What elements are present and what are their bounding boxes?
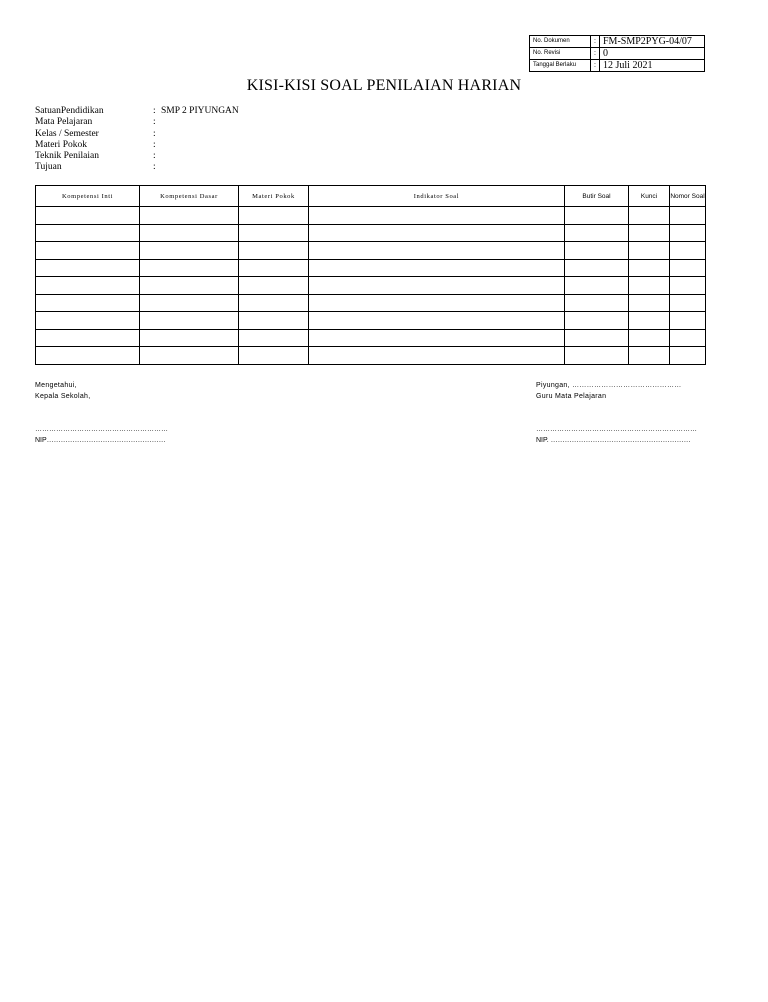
field-value: [161, 140, 361, 151]
table-cell: [565, 224, 629, 242]
table-cell: [565, 347, 629, 365]
signature-block-teacher: [536, 380, 697, 446]
table-cell: [239, 347, 309, 365]
table-row: [36, 242, 706, 260]
table-cell: [309, 277, 565, 295]
table-row: [36, 329, 706, 347]
table-cell: [629, 259, 670, 277]
field-label: Materi Pokok: [35, 139, 87, 150]
table-cell: [309, 312, 565, 330]
column-header-question-number: Nomor Soal: [670, 186, 706, 207]
teacher-nip-line: NIP. ……………………………………………………: [536, 437, 691, 444]
field-label: SatuanPendidikan: [35, 106, 104, 116]
signature-space: [35, 402, 168, 424]
field-row-assessment-technique: [35, 151, 361, 162]
table-header-row: [36, 186, 706, 207]
table-cell: [670, 207, 706, 225]
table-cell: [670, 242, 706, 260]
field-row-class-semester: [35, 129, 361, 140]
doc-number-label: No. Dokumen: [530, 36, 591, 48]
table-cell: [140, 312, 239, 330]
table-row: [36, 294, 706, 312]
document-info-table: [529, 35, 705, 72]
table-cell: [565, 294, 629, 312]
table-cell: [629, 329, 670, 347]
table-cell: [36, 277, 140, 295]
table-cell: [239, 224, 309, 242]
field-row-main-material: [35, 140, 361, 151]
field-value: [161, 162, 361, 173]
revision-value: 0: [600, 48, 705, 60]
table-cell: [36, 242, 140, 260]
table-cell: [309, 224, 565, 242]
table-cell: [36, 294, 140, 312]
question-grid-table: [35, 185, 706, 365]
revision-colon: :: [591, 48, 600, 60]
field-colon: :: [153, 117, 156, 128]
field-value: [161, 129, 361, 140]
table-cell: [140, 242, 239, 260]
doc-number-colon: :: [591, 36, 600, 48]
identity-fields: [35, 106, 361, 174]
table-cell: [629, 312, 670, 330]
column-header-main-material: Materi Pokok: [239, 186, 309, 207]
table-cell: [565, 207, 629, 225]
table-cell: [36, 329, 140, 347]
table-cell: [36, 224, 140, 242]
table-cell: [670, 277, 706, 295]
field-label: Kelas / Semester: [35, 128, 99, 139]
signature-space: [536, 402, 697, 424]
field-label: Tujuan: [35, 162, 62, 173]
column-header-answer-key: Kunci: [629, 186, 670, 207]
place-date-line: Piyungan, ………………………………………: [536, 382, 682, 389]
table-cell: [629, 347, 670, 365]
field-colon: :: [153, 162, 156, 173]
table-cell: [239, 294, 309, 312]
doc-info-row: [530, 60, 705, 72]
table-cell: [670, 259, 706, 277]
table-cell: [140, 224, 239, 242]
column-header-question-indicator: Indikator Soal: [309, 186, 565, 207]
doc-info-row: [530, 36, 705, 48]
table-cell: [565, 312, 629, 330]
table-cell: [629, 207, 670, 225]
table-row: [36, 347, 706, 365]
document-title: KISI-KISI SOAL PENILAIAN HARIAN: [246, 77, 522, 94]
table-cell: [36, 207, 140, 225]
table-cell: [36, 259, 140, 277]
table-cell: [36, 312, 140, 330]
table-cell: [670, 224, 706, 242]
table-cell: [309, 294, 565, 312]
acknowledged-label: Mengetahui,: [35, 382, 77, 389]
table-cell: [36, 347, 140, 365]
teacher-title: Guru Mata Pelajaran: [536, 393, 607, 400]
table-cell: [629, 294, 670, 312]
table-cell: [309, 242, 565, 260]
table-cell: [565, 259, 629, 277]
table-cell: [239, 329, 309, 347]
signature-block-principal: [35, 380, 168, 446]
table-cell: [670, 329, 706, 347]
field-row-subject: [35, 117, 361, 128]
table-cell: [140, 277, 239, 295]
field-row-school: [35, 106, 361, 117]
teacher-name-line: ……………………………………………………………: [536, 426, 697, 433]
revision-label: No. Revisi: [530, 48, 591, 60]
field-colon: :: [153, 106, 156, 116]
field-colon: :: [153, 139, 156, 150]
table-cell: [140, 294, 239, 312]
principal-title: Kepala Sekolah,: [35, 393, 91, 400]
table-cell: [670, 312, 706, 330]
table-cell: [140, 347, 239, 365]
doc-info-row: [530, 48, 705, 60]
field-row-objective: [35, 162, 361, 173]
table-row: [36, 259, 706, 277]
table-cell: [629, 277, 670, 295]
column-header-basic-competence: Kompetensi Dasar: [140, 186, 239, 207]
effective-date-colon: :: [591, 60, 600, 72]
principal-name-line: …………………………………………………: [35, 426, 168, 433]
doc-number-value: FM-SMP2PYG-04/07: [600, 36, 705, 48]
field-colon: :: [153, 128, 156, 139]
table-cell: [140, 207, 239, 225]
table-row: [36, 207, 706, 225]
table-cell: [565, 329, 629, 347]
field-value: [161, 117, 361, 128]
field-value: [161, 151, 361, 162]
table-cell: [239, 259, 309, 277]
table-body: [36, 207, 706, 365]
table-cell: [140, 259, 239, 277]
table-cell: [140, 329, 239, 347]
effective-date-value: 12 Juli 2021: [600, 60, 705, 72]
column-header-question-item: Butir Soal: [565, 186, 629, 207]
table-cell: [309, 329, 565, 347]
table-cell: [670, 347, 706, 365]
table-cell: [565, 242, 629, 260]
column-header-core-competence: Kompetensi Inti: [36, 186, 140, 207]
table-cell: [309, 347, 565, 365]
table-cell: [629, 224, 670, 242]
effective-date-label: Tanggal Berlaku: [530, 60, 591, 72]
table-row: [36, 224, 706, 242]
table-cell: [239, 207, 309, 225]
table-cell: [239, 312, 309, 330]
table-row: [36, 277, 706, 295]
table-cell: [239, 242, 309, 260]
field-colon: :: [153, 151, 156, 162]
field-label: Teknik Penilaian: [35, 151, 99, 162]
field-value: SMP 2 PIYUNGAN: [161, 106, 239, 116]
table-row: [36, 312, 706, 330]
table-cell: [239, 277, 309, 295]
field-label: Mata Pelajaran: [35, 117, 93, 128]
principal-nip-line: NIP……………………………………………: [35, 437, 166, 444]
table-cell: [309, 259, 565, 277]
table-cell: [309, 207, 565, 225]
table-cell: [670, 294, 706, 312]
table-cell: [565, 277, 629, 295]
table-cell: [629, 242, 670, 260]
